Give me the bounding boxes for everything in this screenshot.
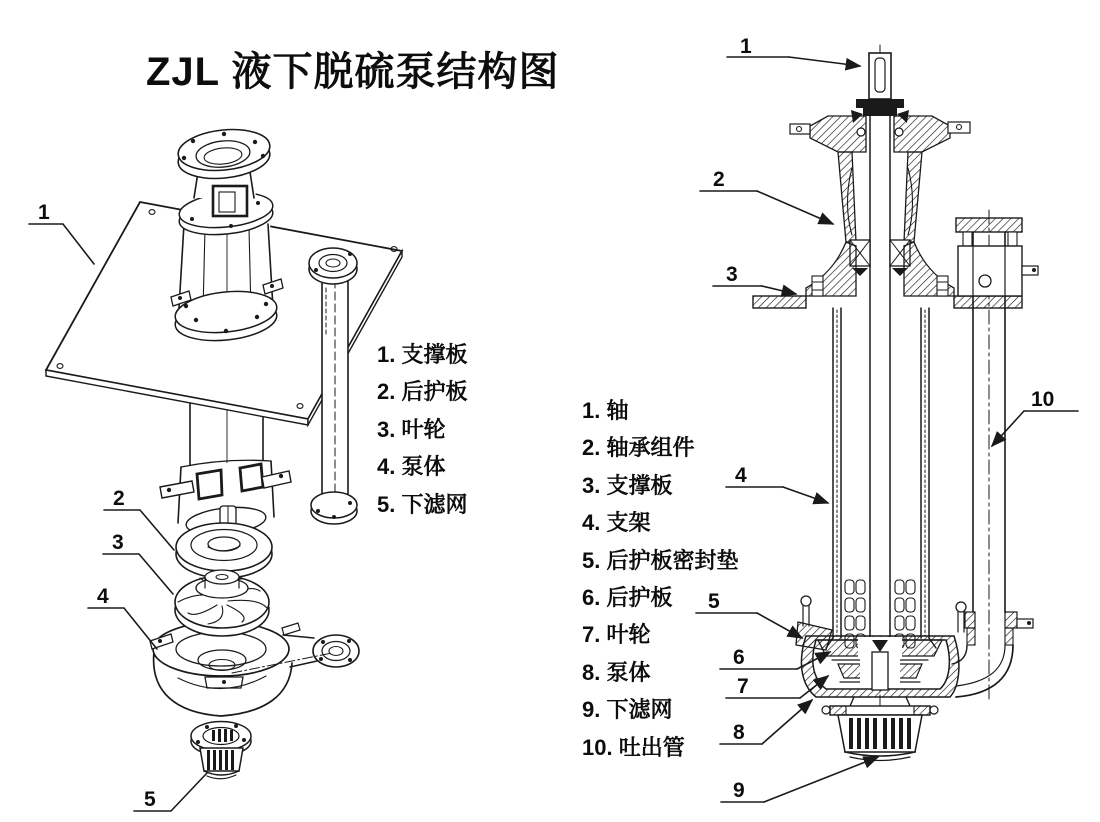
callout-5	[696, 590, 802, 638]
pipe-clamp-block	[958, 246, 1022, 296]
callout-4	[726, 464, 828, 503]
callout-2-number: 2	[113, 487, 125, 510]
legend-item-discharge-pipe: 10. 吐出管	[582, 734, 685, 760]
callout-5	[134, 773, 207, 811]
strainer-section	[822, 697, 938, 761]
legend-item-shaft: 1. 轴	[582, 398, 629, 423]
legend-item-strainer: 5. 下滤网	[377, 491, 468, 517]
callout-5-number: 5	[144, 788, 156, 811]
callout-5-number: 5	[708, 590, 720, 613]
legend-item-back-guard-plate: 6. 后护板	[582, 585, 673, 611]
legend-item-back-guard-plate: 2. 后护板	[377, 379, 468, 405]
strainer	[191, 722, 251, 779]
legend-item-strainer: 9. 下滤网	[582, 697, 673, 723]
legend-item-impeller: 3. 叶轮	[377, 416, 446, 442]
callout-4	[88, 585, 157, 649]
impeller	[175, 570, 269, 636]
discharge-pipe	[952, 218, 1038, 697]
impeller-hub	[872, 652, 888, 690]
motor-support-stool	[171, 125, 283, 345]
left-diagram-exploded-view	[29, 125, 402, 811]
callout-4-number: 4	[97, 585, 109, 608]
callout-3	[103, 531, 173, 594]
callout-1-number: 1	[38, 201, 50, 224]
right-diagram-cross-section	[696, 35, 1078, 802]
legend-item-bearing-assembly: 2. 轴承组件	[582, 435, 695, 461]
callout-8-number: 8	[733, 721, 745, 744]
legend-item-support-plate: 1. 支撑板	[377, 342, 468, 367]
legend-item-seal-gasket: 5. 后护板密封垫	[582, 547, 739, 573]
legend-item-pump-body: 4. 泵体	[377, 454, 446, 480]
pump-body-volute	[150, 622, 359, 716]
callout-2	[700, 168, 833, 224]
legend-item-bracket: 4. 支架	[582, 510, 651, 536]
callout-9-number: 9	[733, 779, 745, 802]
callout-1	[29, 201, 94, 264]
callout-9	[721, 757, 878, 802]
page-title: ZJL 液下脱硫泵结构图	[146, 50, 560, 94]
callout-6-number: 6	[733, 646, 745, 669]
callout-10-number: 10	[1031, 388, 1055, 411]
seal-gasket-lug	[796, 622, 832, 650]
callout-1	[727, 35, 860, 66]
callout-7-number: 7	[737, 675, 749, 698]
callout-3-number: 3	[112, 531, 124, 554]
legend-item-pump-body: 8. 泵体	[582, 659, 651, 685]
callout-3-number: 3	[726, 263, 738, 286]
callout-4-number: 4	[735, 464, 747, 487]
callout-3	[713, 263, 796, 294]
callout-1-number: 1	[740, 35, 752, 58]
legend-item-impeller: 7. 叶轮	[582, 622, 651, 648]
callout-2-number: 2	[713, 168, 725, 191]
callout-8	[720, 700, 812, 744]
legend-item-support-plate: 3. 支撑板	[582, 472, 673, 498]
